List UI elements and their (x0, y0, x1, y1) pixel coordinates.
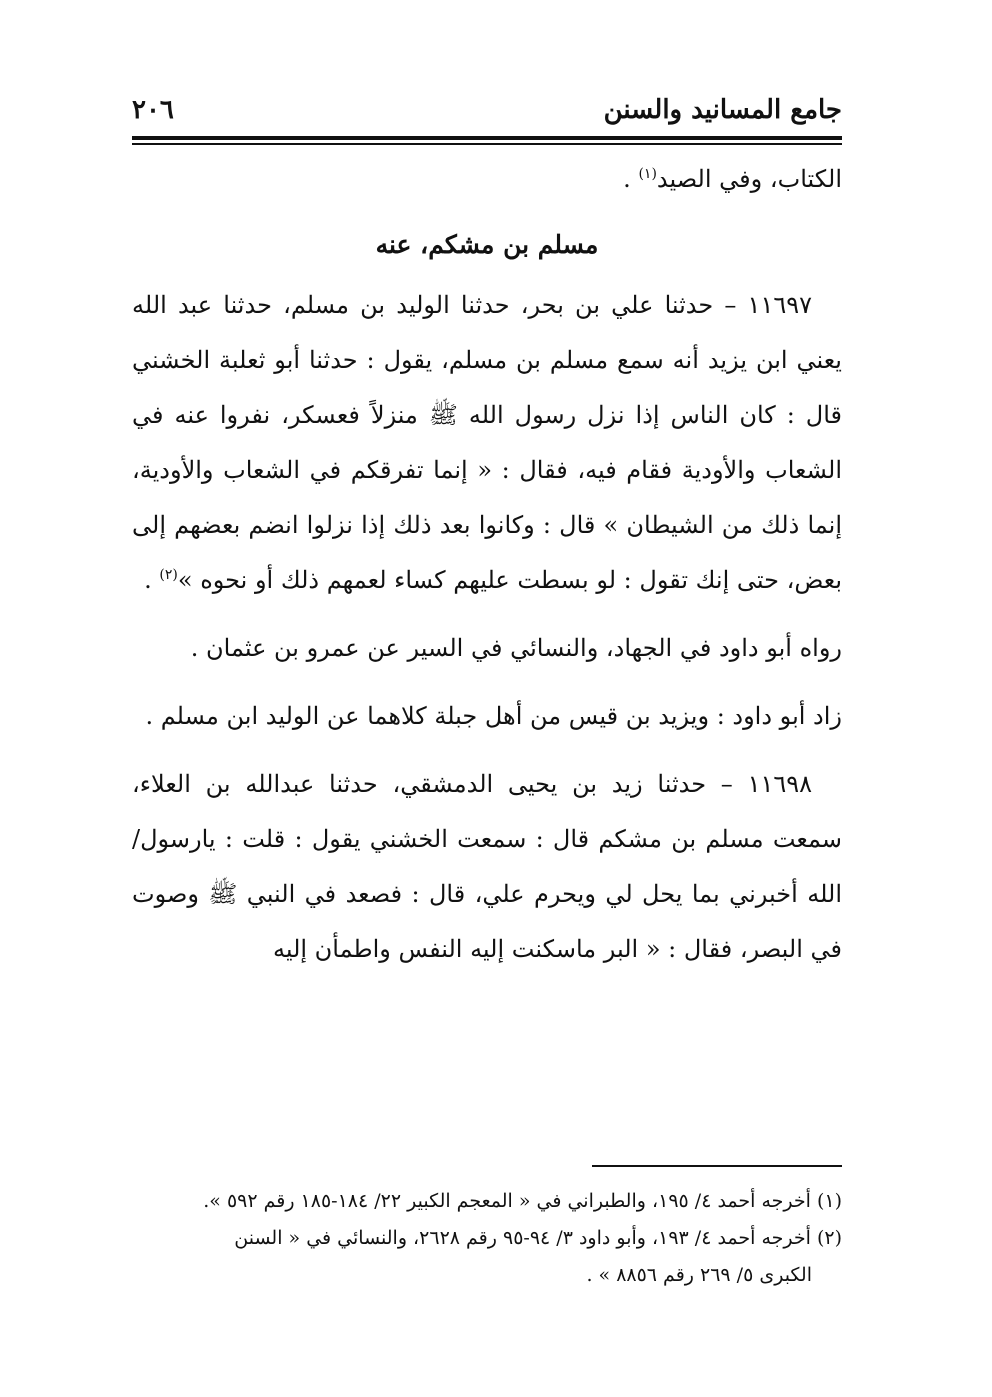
footnotes (132, 1183, 842, 1294)
hadith-11697 (132, 278, 842, 608)
header-rule (132, 136, 842, 140)
book-title: جامع المسانيد والسنن (603, 95, 842, 125)
page-header (132, 88, 842, 132)
footnote-ref: (١) (638, 166, 657, 182)
hadith-text: ١١٦٩٧ – حدثنا علي بن بحر، حدثنا الوليد بن مسلم، حدثنا عبد الله يعني ابن يزيد أنه سمع مسلم بن مسلم، يقول : حدثنا أبو ثعلبة الخشني قال : كان الناس إذا نزل رسول الله ﷺ منزلاً فعسكر، نفروا عنه في الشعاب والأودية فقام فيه، فقال : « إنما تفرقكم في الشعاب والأودية، إنما ذلك من الشيطان » قال : وكانوا بعد ذلك إذا نزلوا انضم بعضهم إلى بعض، حتى إنك تقول : لو بسطت عليهم كساء لعمهم ذلك أو نحوه » (132, 291, 842, 594)
paragraph-text: الكتاب، وفي الصيد (656, 165, 842, 193)
paragraph-continuation (132, 152, 842, 207)
footnote-ref: (٢) (159, 567, 178, 583)
header-rule-thin (132, 143, 842, 145)
narration-addition: زاد أبو داود : ويزيد بن قيس من أهل جبلة كلاهما عن الوليد ابن مسلم . (145, 702, 842, 730)
footnote-separator (592, 1165, 842, 1167)
narration-note: رواه أبو داود في الجهاد، والنسائي في السير عن عمرو بن عثمان . (190, 634, 842, 662)
paragraph-end: . (144, 566, 160, 594)
footnote-2-continued: الكبرى ٥/ ٢٦٩ رقم ٨٨٥٦ » . (586, 1264, 812, 1286)
hadith-11698: ١١٦٩٨ – حدثنا زيد بن يحيى الدمشقي، حدثنا عبدالله بن العلاء، سمعت مسلم بن مشكم قال : سمعت الخشني يقول : قلت : يارسول/ الله أخبرني بما يحل لي ويحرم علي، قال : فصعد في النبي ﷺ وصوت في البصر، فقال : « البر ماسكنت إليه النفس واطمأن إليه (132, 770, 842, 963)
paragraph-end: . (623, 165, 639, 193)
section-heading: مسلم بن مشكم، عنه (375, 230, 599, 259)
footnote-2: (٢) أخرجه أحمد ٤/ ١٩٣، وأبو داود ٣/ ٩٤-٩٥ رقم ٢٦٢٨، والنسائي في « السنن (234, 1227, 842, 1249)
page-number: ٢٠٦ (132, 95, 174, 125)
main-text (132, 152, 842, 977)
footnote-1: (١) أخرجه أحمد ٤/ ١٩٥، والطبراني في « المعجم الكبير ٢٢/ ١٨٤-١٨٥ رقم ٥٩٢ ». (203, 1190, 842, 1212)
